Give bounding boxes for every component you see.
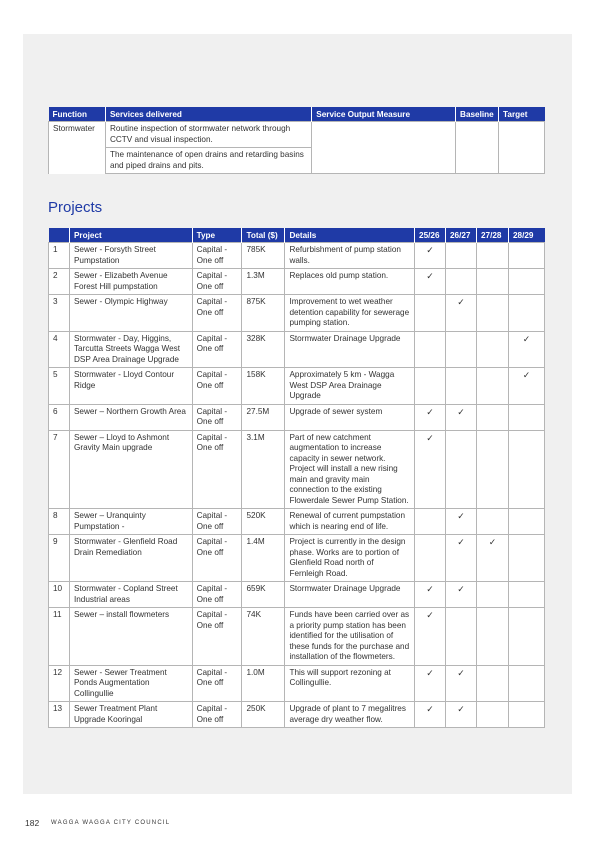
year-26-27-check [446,243,477,269]
project-total-cell: 1.4M [242,535,285,582]
year-27-28-check: ✓ [476,535,508,582]
project-total-cell: 1.0M [242,665,285,702]
table-row [49,608,545,666]
project-total-cell: 74K [242,608,285,666]
project-number-cell: 9 [49,535,70,582]
project-name-cell: Sewer – install flowmeters [69,608,192,666]
project-details-cell: Funds have been carried over as a priority pump station has been identified for the utilisation of these funds for the purchase and installation of the flowmeters. [285,608,415,666]
project-number-cell: 2 [49,269,70,295]
year-28-29-check [508,535,544,582]
project-type-cell: Capital - One off [192,509,242,535]
project-total-cell: 27.5M [242,404,285,430]
year-26-27-check: ✓ [446,535,477,582]
function-cell: Stormwater [49,122,106,174]
project-details-cell: Refurbishment of pump station walls. [285,243,415,269]
footer-organisation: WAGGA WAGGA CITY COUNCIL [51,820,171,826]
project-total-cell: 328K [242,331,285,368]
year-26-27-check: ✓ [446,665,477,702]
table-row [49,331,545,368]
project-type-cell: Capital - One off [192,243,242,269]
year-26-27-check [446,368,477,405]
project-name-cell: Stormwater - Day, Higgins, Tarcutta Streets Wagga West DSP Area Drainage Upgrade [69,331,192,368]
year-28-29-check [508,702,544,728]
year-25-26-check [415,535,446,582]
project-type-cell: Capital - One off [192,535,242,582]
year-28-29-check [508,608,544,666]
year-25-26-check [415,295,446,332]
project-number-cell: 13 [49,702,70,728]
table-row [49,509,545,535]
year-27-28-check [476,430,508,509]
year-26-27-check: ✓ [446,295,477,332]
project-details-cell: Upgrade of sewer system [285,404,415,430]
services-header-row [49,107,545,122]
header-project: Project [69,228,192,243]
project-name-cell: Sewer – Lloyd to Ashmont Gravity Main upgrade [69,430,192,509]
project-number-cell: 5 [49,368,70,405]
year-25-26-check: ✓ [415,582,446,608]
project-type-cell: Capital - One off [192,295,242,332]
year-27-28-check [476,331,508,368]
header-target: Target [499,107,545,122]
table-row [49,269,545,295]
service-cell: Routine inspection of stormwater network through CCTV and visual inspection. [105,122,311,148]
year-27-28-check [476,608,508,666]
project-total-cell: 659K [242,582,285,608]
year-26-27-check: ✓ [446,404,477,430]
year-25-26-check: ✓ [415,665,446,702]
year-28-29-check [508,404,544,430]
header-year-26-27: 26/27 [446,228,477,243]
year-27-28-check [476,509,508,535]
year-28-29-check [508,295,544,332]
project-total-cell: 1.3M [242,269,285,295]
table-row [49,404,545,430]
table-row [49,368,545,405]
header-year-27-28: 27/28 [476,228,508,243]
project-name-cell: Stormwater - Lloyd Contour Ridge [69,368,192,405]
project-type-cell: Capital - One off [192,404,242,430]
table-row [49,582,545,608]
project-type-cell: Capital - One off [192,702,242,728]
project-type-cell: Capital - One off [192,269,242,295]
project-total-cell: 785K [242,243,285,269]
project-total-cell: 158K [242,368,285,405]
projects-header-row [49,228,545,243]
project-details-cell: Stormwater Drainage Upgrade [285,331,415,368]
project-total-cell: 3.1M [242,430,285,509]
year-28-29-check: ✓ [508,331,544,368]
year-27-28-check [476,295,508,332]
project-number-cell: 8 [49,509,70,535]
project-name-cell: Sewer - Forsyth Street Pumpstation [69,243,192,269]
project-details-cell: Renewal of current pumpstation which is nearing end of life. [285,509,415,535]
year-27-28-check [476,368,508,405]
header-services-delivered: Services delivered [105,107,311,122]
project-type-cell: Capital - One off [192,430,242,509]
project-details-cell: This will support rezoning at Collingullie. [285,665,415,702]
year-27-28-check [476,404,508,430]
year-26-27-check [446,269,477,295]
year-28-29-check [508,582,544,608]
project-total-cell: 250K [242,702,285,728]
project-number-cell: 1 [49,243,70,269]
project-type-cell: Capital - One off [192,608,242,666]
project-details-cell: Replaces old pump station. [285,269,415,295]
output-measure-cell [312,122,456,174]
year-26-27-check [446,608,477,666]
table-row [49,122,545,148]
project-name-cell: Stormwater - Copland Street Industrial areas [69,582,192,608]
table-row [49,665,545,702]
project-name-cell: Sewer - Elizabeth Avenue Forest Hill pumpstation [69,269,192,295]
header-type: Type [192,228,242,243]
header-year-28-29: 28/29 [508,228,544,243]
year-27-28-check [476,269,508,295]
project-name-cell: Sewer – Uranquinty Pumpstation - [69,509,192,535]
header-year-25-26: 25/26 [415,228,446,243]
year-28-29-check [508,269,544,295]
table-row [49,535,545,582]
project-type-cell: Capital - One off [192,582,242,608]
year-25-26-check: ✓ [415,608,446,666]
table-row [49,430,545,509]
project-name-cell: Sewer - Olympic Highway [69,295,192,332]
year-27-28-check [476,243,508,269]
table-row [49,702,545,728]
services-table [48,107,545,174]
year-25-26-check: ✓ [415,404,446,430]
year-27-28-check [476,665,508,702]
header-service-output-measure: Service Output Measure [312,107,456,122]
header-function: Function [49,107,106,122]
year-25-26-check: ✓ [415,269,446,295]
project-name-cell: Sewer - Sewer Treatment Ponds Augmentation Collingullie [69,665,192,702]
year-27-28-check [476,702,508,728]
year-25-26-check [415,509,446,535]
project-type-cell: Capital - One off [192,665,242,702]
project-details-cell: Upgrade of plant to 7 megalitres average dry weather flow. [285,702,415,728]
year-25-26-check [415,331,446,368]
project-details-cell: Part of new catchment augmentation to increase capacity in sewer network. Project will install a new rising main and gravity main connection to the existing Flowerdale Sewer Pump Station. [285,430,415,509]
project-number-cell: 7 [49,430,70,509]
project-details-cell: Project is currently in the design phase. Works are to portion of Glenfield Road north of Fernleigh Road. [285,535,415,582]
page-number: 182 [25,818,40,828]
project-name-cell: Sewer – Northern Growth Area [69,404,192,430]
year-25-26-check: ✓ [415,430,446,509]
table-row [49,243,545,269]
project-total-cell: 520K [242,509,285,535]
target-cell [499,122,545,174]
projects-heading: Projects [48,199,103,216]
header-total: Total ($) [242,228,285,243]
project-details-cell: Stormwater Drainage Upgrade [285,582,415,608]
project-name-cell: Stormwater - Glenfield Road Drain Remediation [69,535,192,582]
year-25-26-check: ✓ [415,243,446,269]
header-baseline: Baseline [456,107,499,122]
projects-table [48,228,545,728]
year-28-29-check [508,430,544,509]
project-number-cell: 4 [49,331,70,368]
project-number-cell: 6 [49,404,70,430]
project-number-cell: 12 [49,665,70,702]
year-28-29-check [508,509,544,535]
year-25-26-check [415,368,446,405]
project-number-cell: 11 [49,608,70,666]
project-type-cell: Capital - One off [192,368,242,405]
project-type-cell: Capital - One off [192,331,242,368]
baseline-cell [456,122,499,174]
year-28-29-check: ✓ [508,368,544,405]
year-26-27-check: ✓ [446,702,477,728]
header-number [49,228,70,243]
year-26-27-check [446,430,477,509]
project-details-cell: Improvement to wet weather detention capability for sewerage pumping station. [285,295,415,332]
table-row [49,295,545,332]
header-details: Details [285,228,415,243]
project-number-cell: 10 [49,582,70,608]
project-total-cell: 875K [242,295,285,332]
year-28-29-check [508,665,544,702]
year-28-29-check [508,243,544,269]
year-26-27-check [446,331,477,368]
service-cell: The maintenance of open drains and retarding basins and piped drains and pits. [105,148,311,174]
year-26-27-check: ✓ [446,509,477,535]
year-27-28-check [476,582,508,608]
year-26-27-check: ✓ [446,582,477,608]
project-details-cell: Approximately 5 km - Wagga West DSP Area Drainage Upgrade [285,368,415,405]
project-number-cell: 3 [49,295,70,332]
year-25-26-check: ✓ [415,702,446,728]
project-name-cell: Sewer Treatment Plant Upgrade Kooringal [69,702,192,728]
